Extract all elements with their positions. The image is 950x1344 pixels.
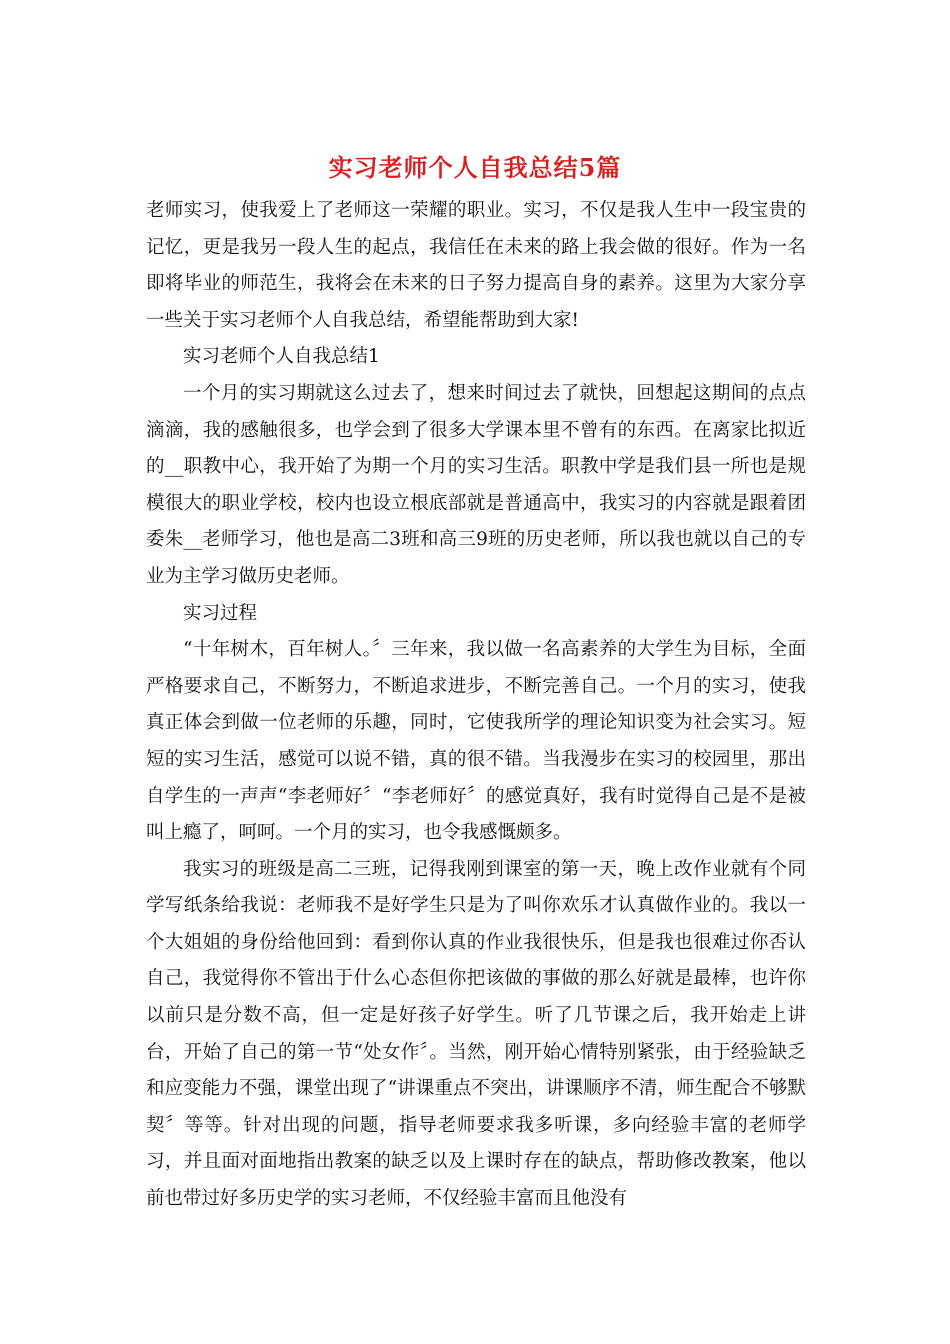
document-body (146, 193, 806, 1218)
section-heading: 实习过程 (183, 602, 258, 624)
document-title: 实习老师个人自我总结5篇 (328, 153, 622, 182)
intro-paragraph: 老师实习，使我爱上了老师这一荣耀的职业。实习，不仅是我人生中一段宝贵的记忆，更是我另一段人生的起点，我信任在未来的路上我会做的很好。作为一名即将毕业的师范生，我将会在未来的日子努力提高自身的素养。这里为大家分享一些关于实习老师个人自我总结，希望能帮助到大家! (146, 200, 806, 331)
body-paragraph: “十年树木，百年树人。〞三年来，我以做一名高素养的大学生为目标，全面严格要求自己，不断努力，不断追求进步，不断完善自己。一个月的实习，使我真正体会到做一位老师的乐趣，同时，它使我所学的理论知识变为社会实习。短短的实习生活，感觉可以说不错，真的很不错。当我漫步在实习的校园里，那出自学生的一声声“李老师好〞“李老师好〞的感觉真好，我有时觉得自己是不是被叫上瘾了，呵呵。一个月的实习，也令我感慨颇多。 (146, 639, 806, 844)
section-heading: 实习老师个人自我总结1 (183, 346, 380, 368)
body-paragraph: 一个月的实习期就这么过去了，想来时间过去了就快，回想起这期间的点点滴滴，我的感触很多，也学会到了很多大学课本里不曾有的东西。在离家比拟近的__职教中心，我开始了为期一个月的实习生活。职教中学是我们县一所也是规模很大的职业学校，校内也设立根底部就是普通高中，我实习的内容就是跟着团委朱__老师学习，他也是高二3班和高三9班的历史老师，所以我也就以自己的专业为主学习做历史老师。 (146, 382, 806, 587)
body-paragraph: 我实习的班级是高二三班，记得我刚到课室的第一天，晚上改作业就有个同学写纸条给我说：老师我不是好学生只是为了叫你欢乐才认真做作业的。我以一个大姐姐的身份给他回到：看到你认真的作业我很快乐，但是我也很难过你否认自己，我觉得你不管出于什么心态但你把该做的事做的那么好就是最棒，也许你以前只是分数不高，但一定是好孩子好学生。听了几节课之后，我开始走上讲台，开始了自己的第一节“处女作〞。当然，刚开始心情特别紧张，由于经验缺乏和应变能力不强，课堂出现了“讲课重点不突出，讲课顺序不清，师生配合不够默契〞等等。针对出现的问题，指导老师要求我多听课，多向经验丰富的老师学习，并且面对面地指出教案的缺乏以及上课时存在的缺点，帮助修改教案，他以前也带过好多历史学的实习老师，不仅经验丰富而且他没有 (146, 858, 806, 1210)
